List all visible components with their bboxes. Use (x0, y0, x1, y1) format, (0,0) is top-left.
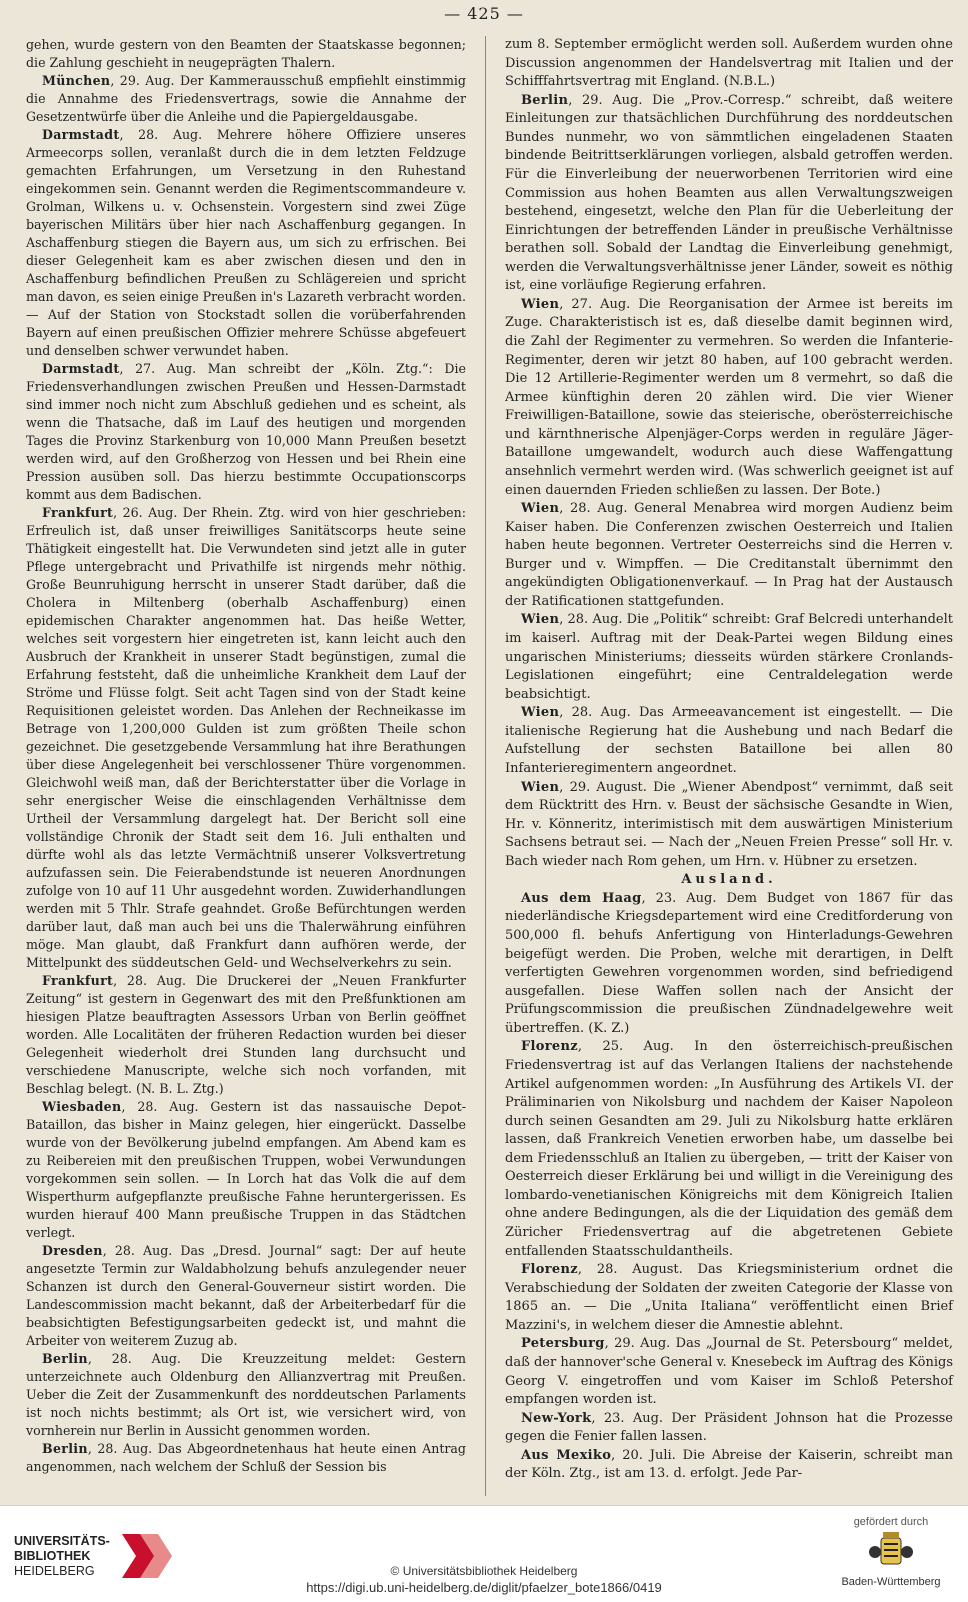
dateline-place: Berlin (521, 92, 569, 108)
news-article (26, 1098, 466, 1242)
article-text: , 28. Aug. Die „Politik“ schreibt: Graf Belcredi unterhandelt im kaiserl. Auftrag mit der Deak-Partei wegen Bildung eines ungarischen Ministeriums; diesseits würden stärkere Cronlands-Legislationen eingeführt; eine Centraldelegation werde beabsichtigt. (505, 612, 953, 702)
dateline-place: Wien (521, 779, 560, 795)
news-article (26, 504, 466, 972)
news-article (505, 890, 953, 1039)
article-text: gehen, wurde gestern von den Beamten der Staatskasse begonnen; die Zahlung geschieht in neugeprägten Thalern. (26, 37, 466, 70)
article-text: zum 8. September ermöglicht werden soll. Außerdem wurden ohne Discussion angenommen der Handelsvertrag mit Italien und der Schifffahrtsvertrag mit England. (N.B.L.) (505, 37, 953, 90)
article-text: , 28. August. Das Kriegsministerium ordnet die Verabschiedung der Soldaten der zweiten Categorie der Klasse von 1865 an. — Die „Unita Italiana“ veröffentlicht einen Brief Mazzini's, in welchem dieser die Amnestie ablehnt. (505, 1262, 953, 1333)
news-article (26, 1440, 466, 1476)
news-article (26, 360, 466, 504)
news-article (505, 296, 953, 500)
footer (0, 1505, 968, 1602)
article-text: , 26. Aug. Der Rhein. Ztg. wird von hier geschrieben: Erfreulich ist, daß unser freiwilliges Sanitätscorps heute seine Thätigkeit eingestellt hat. Die Verwundeten sind jetzt alle in guter Pflege untergebracht und Privathilfe ist nirgends mehr nöthig. Große Beunruhigung herrscht in unserer Stadt darüber, daß die Cholera in Miltenberg (oberhalb Aschaffenburg) einen epidemischen Charakter angenommen hat. Das heiße Wetter, welches seit vorgestern hier eingetreten ist, kann leicht auch den Ausbruch der Krankheit in unserer Stadt begünstigen, zumal die Erfahrung feststeht, daß die unheimliche Krankheit dem Lauf der Ströme und Flüsse folgt. Seit acht Tagen sind von der Stadt keine Requisitionen geleistet worden. Das Anlehen der Rechneikasse im Betrage von 1,200,000 Gulden ist zum größten Theile schon gezeichnet. Die gesetzgebende Versammlung hat ihre Berathungen über diese Angelegenheit bei verschlossener Thüre vorgenommen. Gleichwohl weiß man, daß der Berichterstatter über die Vorlage in sehr energischer Weise die einschlagenden Verhältnisse dem Urtheil der Versammlung dargelegt hat. Der Bericht soll eine vollständige Chronik der Stadt seit dem 16. Juli enthalten und dürfte wohl als das letzte Vermächtniß unserer Volksvertretung aufzufassen sein. Die Feierabendstunde ist neueren Anordnungen zufolge von 10 auf 11 Uhr ausgedehnt worden. Zuwiderhandlungen werden mit 5 Thlr. Strafe geahndet. Große Befürchtungen werden darüber laut, daß man auch bei uns die Thalerwährung einführen möge. Man glaubt, daß Frankfurt dann aufhören werde, der Mittelpunkt des süddeutschen Geld- und Wechselverkehrs zu sein. (26, 505, 466, 970)
article-text: , 28. Aug. Mehrere höhere Offiziere unseres Armeecorps sollen, veranlaßt durch die in dem letzten Feldzuge gemachten Erfahrungen, um Versetzung in den Ruhestand eingekommen sein. Genannt werden die Regimentscommandeure v. Grolman, Wilkens u. v. Ochsenstein. Vorgestern sind zwei Züge bayerischen Militärs über hier nach Aschaffenburg gegangen. In Aschaffenburg stiegen die Bayern aus, um sich zu erfrischen. Bei dieser Gelegenheit kam es aber zwischen diesen und den in Aschaffenburg befindlichen Preußen zu Schlägereien und spricht man davon, es seien einige Preußen in's Lazareth verbracht worden. — Auf der Station von Stockstadt sollen die vorüberfahrenden Bayern auf einen preußischen Offizier mehrere Schüsse abgefeuert und denselben schwer verwundet haben. (26, 127, 466, 358)
article-text: , 23. Aug. Dem Budget von 1867 für das niederländische Kriegsdepartement wird eine Creditforderung von 500,000 fl. behufs Anfertigung von Hinterladungs-Gewehren beigefügt werden. Die Proben, welche mit derartigen, in Delft verfertigten Gewehren vorgenommen worden, sind befriedigend ausgefallen. Diese Waffen sollen nach der Ansicht der Prüfungscommission die preußischen Zündnadelgewehre weit übertreffen. (K. Z.) (505, 890, 953, 1036)
page-number: — 425 — (444, 4, 524, 23)
right-column (505, 36, 953, 1484)
news-article (26, 972, 466, 1098)
article-text: , 28. Aug. Das Armeeavancement ist eingestellt. — Die italienische Regierung hat die Aushebung und nach Bedarf die Aufstellung der sechsten Bataillone bei allen 80 Infanterieregimentern angeordnet. (505, 705, 953, 776)
news-article (505, 36, 953, 92)
dateline-place: Berlin (42, 1441, 88, 1456)
news-article (26, 36, 466, 72)
dateline-place: Florenz (521, 1039, 578, 1055)
article-text: , 28. Aug. Das „Dresd. Journal“ sagt: Der auf heute angesetzte Termin zur Waldabholzung behufs anzulegender neuer Schanzen ist durch den General-Gouverneur sistirt worden. Die Landescommission macht bekannt, daß der Arbeiterbedarf für die beabsichtigten Befestigungsarbeiten gedeckt ist, und mahnt die Arbeiter von weiterem Zuzug ab. (26, 1243, 466, 1348)
dateline-place: Dresden (42, 1243, 103, 1258)
article-text: , 29. August. Die „Wiener Abendpost“ vernimmt, daß seit dem Rücktritt des Hrn. v. Beust der sächsische Gesandte in Wien, Hr. v. Könneritz, interimistisch mit dem auswärtigen Ministerium Sachsens betraut sei. — Nach der „Neuen Freien Presse“ soll Hr. v. Bach wieder nach Rom gehen, um Hrn. v. Hübner zu ersetzen. (505, 779, 953, 869)
article-text: , 28. Aug. Das Abgeordnetenhaus hat heute einen Antrag angenommen, nach welchem der Schluß der Session bis (26, 1441, 466, 1474)
news-article (505, 92, 953, 296)
dateline-place: Aus dem Haag (521, 890, 642, 906)
copyright-notice: © Universitätsbibliothek Heidelberg (390, 1564, 578, 1578)
dateline-place: Berlin (42, 1351, 88, 1366)
dateline-place: Wien (521, 612, 560, 628)
article-text: , 29. Aug. Das „Journal de St. Petersbourg“ meldet, daß der hannover'sche General v. Knesebeck im Auftrag des Königs Georg V. eingetroffen und vom Kaiser im Schloß Petershof empfangen worden ist. (505, 1336, 953, 1408)
dateline-place: Frankfurt (42, 505, 114, 520)
news-article (26, 1242, 466, 1350)
article-text: , 29. Aug. Die „Prov.-Corresp.“ schreibt, daß weitere Einleitungen zur thatsächlichen Durchführung des norddeutschen Bundes nunmehr, wo von sämmtlichen eingeladenen Staaten bindende Beitrittserklärungen vorliegen, alsbald getroffen werden. Für die Einverleibung der neuerworbenen Territorien wird eine Commission aus hohen Beamten aus allen Verwaltungszweigen bestehend, eingesetzt, welche den Plan für die Ueberleitung der Einrichtungen der betreffenden Länder in preußische Verhältnisse berathen soll. Sobald der Landtag die Einverleibung genehmigt, werden die Verwaltungsverhältnisse jener Länder, soweit es nöthig ist, eine vorläufige Regierung erfahren. (505, 92, 953, 294)
news-article (26, 1350, 466, 1440)
article-text: , 23. Aug. Der Präsident Johnson hat die Prozesse gegen die Fenier fallen lassen. (505, 1410, 953, 1445)
dateline-place: Wien (521, 705, 560, 721)
news-article (505, 779, 953, 872)
dateline-place: Petersburg (521, 1336, 605, 1352)
news-article (505, 611, 953, 704)
dateline-place: Darmstadt (42, 361, 120, 376)
news-article (505, 704, 953, 778)
library-name-line1: UNIVERSITÄTS- (14, 1534, 110, 1548)
article-text: , 27. Aug. Die Reorganisation der Armee ist bereits im Zuge. Charakteristisch ist es, daß dieselbe damit beginnen wird, die Zahl der Regimenter zu vermehren. So werden die Infanterie-Regimenter, deren wir jetzt 80 haben, auf 100 gebracht werden. Die 12 Artillerie-Regimenter werden um 8 vermehrt, so daß die Armee künftighin deren 20 zählen wird. Die vier Wiener Freiwilligen-Bataillone, sowie das steierische, oberösterreichische und kärnthnerische Alpenjäger-Corps werden in reguläre Jäger-Bataillone umgewandelt, wodurch auch diese Waffengattung ansehnlich vermehrt werden wird. (Was schwerlich geeignet ist auf einen dauernden Frieden schließen zu lassen. Der Bote.) (505, 296, 953, 498)
funded-by-label: gefördert durch (853, 1516, 929, 1528)
news-article (505, 1447, 953, 1484)
news-article (505, 500, 953, 611)
article-text: , 20. Juli. Die Abreise der Kaiserin, schreibt man der Köln. Ztg., ist am 13. d. erfolgt. Jede Par- (505, 1447, 953, 1482)
funder-name: Baden-Württemberg (841, 1576, 941, 1588)
article-text: , 28. Aug. Die Druckerei der „Neuen Frankfurter Zeitung“ ist gestern in Gegenwart des mit den Preßfunktionen am hiesigen Platze beauftragten Assessors Urban von Berlin geöffnet worden. Alle Localitäten der früheren Redaction wurden bei dieser Gelegenheit wiederholt drei Stunden lang durchsucht und verschiedene Manuscripte, welche sich noch vorfanden, mit Beschlag belegt. (N. B. L. Ztg.) (26, 973, 466, 1096)
dateline-place: Frankfurt (42, 973, 114, 988)
dateline-place: Wien (521, 501, 560, 517)
dateline-place: Florenz (521, 1262, 578, 1278)
left-column (26, 36, 466, 1476)
coat-of-arms-icon (868, 1532, 914, 1574)
dateline-place: Aus Mexiko (521, 1447, 612, 1463)
library-name-line3: HEIDELBERG (14, 1564, 95, 1578)
column-divider (485, 36, 486, 1496)
news-article (505, 1261, 953, 1335)
dateline-place: New-York (521, 1410, 592, 1426)
dateline-place: Wiesbaden (42, 1099, 122, 1114)
dateline-place: Wien (521, 296, 560, 312)
article-text: , 27. Aug. Man schreibt der „Köln. Ztg.“: Die Friedensverhandlungen zwischen Preußen und Hessen-Darmstadt sind immer noch nicht zum Abschluß gediehen und es scheint, als wenn die Thatsache, daß im Lauf des heutigen und morgenden Tages die Provinz Starkenburg von 10,000 Mann Preußen besetzt werden wird, auf den Großherzog von Hessen und bei Rhein eine Pression ausüben soll. Das hierzu bestimmte Occupationscorps kommt aus dem Badischen. (26, 361, 466, 502)
article-text: , 28. Aug. Die Kreuzzeitung meldet: Gestern unterzeichnete auch Oldenburg den Allianzvertrag mit Preußen. Ueber die Zeit der Zusammenkunft des norddeutschen Parlaments ist noch nichts bestimmt; als Ort ist, wie versichert wird, von vornherein nur Berlin in Aussicht genommen worden. (26, 1351, 466, 1438)
news-article (26, 72, 466, 126)
permalink-url[interactable]: https://digi.ub.uni-heidelberg.de/diglit/pfaelzer_bote1866/0419 (306, 1580, 662, 1595)
article-text: , 28. Aug. General Menabrea wird morgen Audienz beim Kaiser haben. Die Conferenzen zwischen Oesterreich und Italien haben heute begonnen. Vertreter Oesterreichs sind die Herren v. Burger und v. Wimpffen. — Die Creditanstalt übernimmt den angekündigten Obligationenverkauf. — In Prag hat der Austausch der Ratificationen stattgefunden. (505, 501, 953, 609)
article-text: , 25. Aug. In den österreichisch-preußischen Friedensvertrag ist auf das Verlangen Italiens der nachstehende Artikel aufgenommen worden: „In Ausführung des Artikels VI. der Präliminarien von Nikolsburg und nachdem der Kaiser Napoleon durch seinen Gesandten am 29. Juli zu Nikolsburg hatte erklären lassen, daß Frankreich Venetien erworben habe, um dasselbe bei dem Friedensschluß an Italien zu übergeben, — tritt der Kaiser von Oesterreich dieser Erklärung bei und willigt in die Vereinigung des lombardo-venetianischen Königreichs mit dem Königreich Italien ohne andere Bedingungen, als die der Liquidation des gemäß dem Züricher Friedensvertrag auf die abgetretenen Gebiete entfallenden Staatsschuldantheils. (505, 1039, 953, 1259)
news-article (505, 1335, 953, 1409)
news-article (505, 1410, 953, 1447)
dateline-place: München (42, 73, 111, 88)
section-heading: Ausland. (681, 872, 777, 888)
funding-notice (836, 1516, 946, 1588)
news-article (26, 126, 466, 360)
news-article (505, 1038, 953, 1261)
library-name-line2: BIBLIOTHEK (14, 1549, 91, 1563)
dateline-place: Darmstadt (42, 127, 120, 142)
article-text: , 28. Aug. Gestern ist das nassauische Depot-Bataillon, das bisher in Mainz gelegen, hier eingerückt. Dasselbe wurde von der Bevölkerung jubelnd empfangen. Am Abend kam es zu Reibereien mit den preußischen Truppen, wobei Verwundungen vorgekommen sein sollen. — In Lorch hat das Volk die auf dem Wisperthurm aufgepflanzte preußische Fahne heruntergerissen. Es wurden hierauf 400 Mann preußische Truppen in das Städtchen verlegt. (26, 1099, 466, 1240)
article-text: , 29. Aug. Der Kammerausschuß empfiehlt einstimmig die Annahme des Friedensvertrags, sowie die Annahme der Gesetzentwürfe über die Anleihe und die Papiergeldausgabe. (26, 73, 466, 124)
